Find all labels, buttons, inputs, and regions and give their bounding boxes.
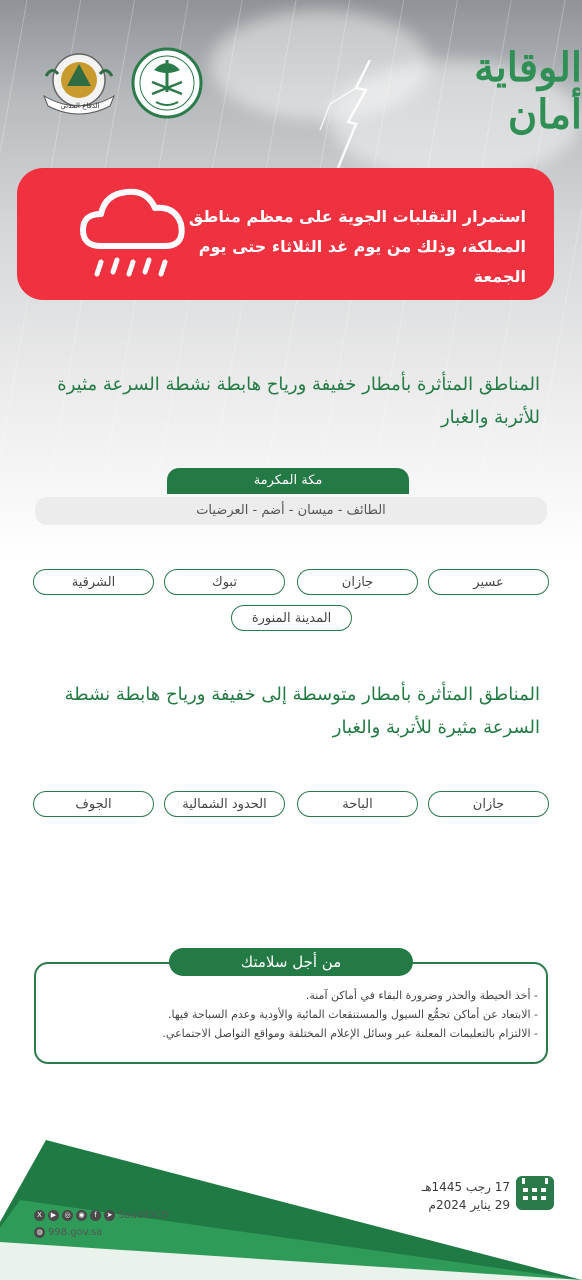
facebook-icon[interactable]: f — [90, 1210, 101, 1221]
region-pill: الجوف — [33, 791, 154, 817]
safety-title: من أجل سلامتك — [169, 948, 413, 976]
telegram-icon[interactable]: ➤ — [104, 1210, 115, 1221]
weather-alert-banner — [17, 168, 554, 300]
region-pill: الحدود الشمالية — [164, 791, 285, 817]
youtube-icon[interactable]: ▶ — [48, 1210, 59, 1221]
announcement-dates — [410, 1178, 510, 1214]
region-pill: المدينة المنورة — [231, 605, 352, 631]
globe-icon: ◍ — [34, 1227, 45, 1238]
rain-cloud-icon — [79, 184, 189, 288]
section-heading-moderate-rain: المناطق المتأثرة بأمطار متوسطة إلى خفيفة ورياح هابطة نشطة السرعة مثيرة للأتربة والغبار — [64, 684, 540, 738]
website-link[interactable] — [34, 1227, 102, 1238]
snapchat-icon[interactable]: ◎ — [62, 1210, 73, 1221]
website-url[interactable]: 998.gov.sa — [48, 1227, 103, 1238]
ministry-interior-logo — [130, 46, 204, 120]
lightning-icon — [290, 60, 400, 170]
safety-tip: - أخذ الحيطة والحذر وضرورة البقاء في أماكن آمنة. — [305, 989, 538, 1002]
region-pill: الشرقية — [33, 569, 154, 595]
region-title-makkah: مكة المكرمة — [167, 468, 409, 494]
alert-message: استمرار التقلبات الجوية على معظم مناطق المملكة، وذلك من يوم غد الثلاثاء حتى يوم الجمعة — [188, 207, 526, 286]
x-icon[interactable]: X — [34, 1210, 45, 1221]
brand-wordmark: الوقاية أمان — [474, 44, 582, 138]
safety-tip: - الابتعاد عن أماكن تجمُّع السيول والمستنقعات المائية والأودية وعدم السباحة فيها. — [168, 1008, 538, 1021]
region-pill: جازان — [428, 791, 549, 817]
safety-tips-list — [44, 986, 538, 1043]
gregorian-date: 29 يناير 2024م — [428, 1198, 510, 1212]
social-handle[interactable]: SaudiDCD — [118, 1210, 169, 1221]
social-links — [34, 1210, 168, 1221]
calendar-icon — [516, 1176, 554, 1210]
civil-defense-label: الدفاع المدني — [60, 102, 100, 110]
region-pill: تبوك — [164, 569, 285, 595]
safety-tip: - الالتزام بالتعليمات المعلنة عبر وسائل الإعلام المختلفة ومواقع التواصل الاجتماعي. — [162, 1027, 538, 1040]
region-pill: جازان — [297, 569, 418, 595]
section-heading-light-rain: المناطق المتأثرة بأمطار خفيفة ورياح هابطة نشطة السرعة مثيرة للأتربة والغبار — [57, 374, 540, 428]
region-pill: عسير — [428, 569, 549, 595]
region-pill: الباحة — [297, 791, 418, 817]
hijri-date: 17 رجب 1445هـ — [421, 1180, 510, 1194]
instagram-icon[interactable]: ◉ — [76, 1210, 87, 1221]
region-cities-list: الطائف - ميسان - أضم - العرضيات — [196, 503, 386, 518]
